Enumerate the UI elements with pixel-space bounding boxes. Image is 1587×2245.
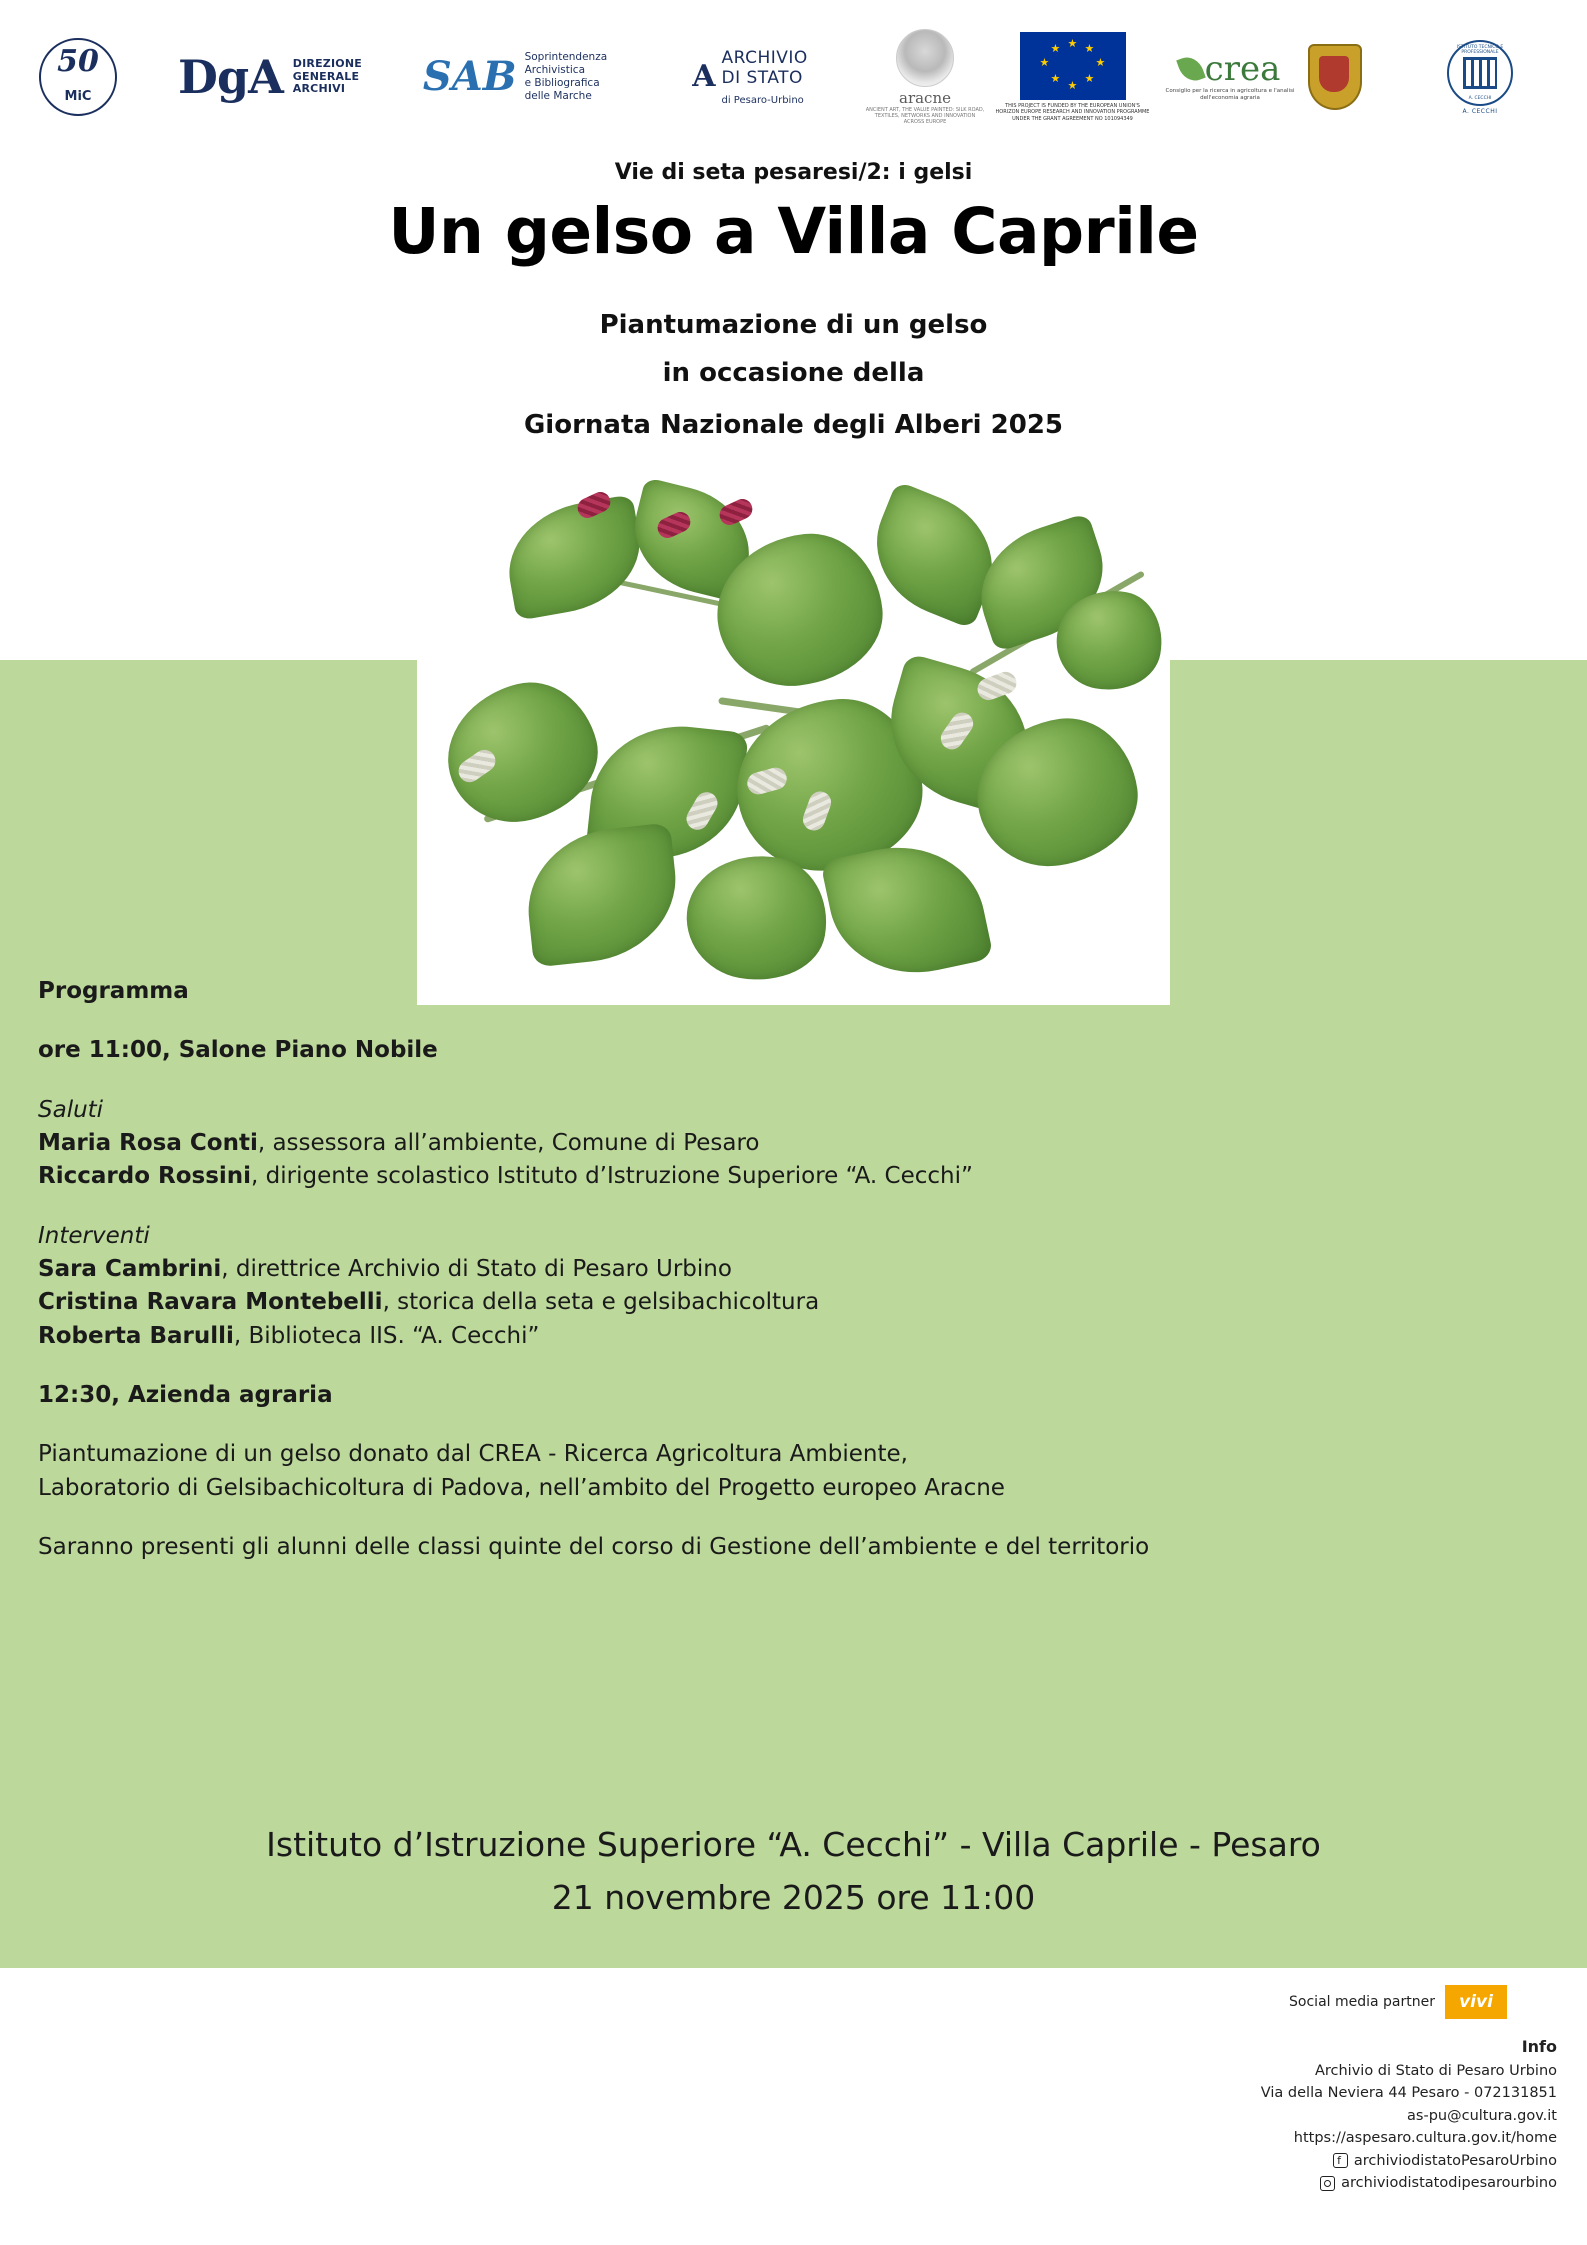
sab-line-3: e Bibliografica: [524, 77, 600, 89]
aracne-figure-icon: [896, 29, 954, 87]
programme-heading: Programma: [38, 978, 189, 1004]
event-kicker: Vie di seta pesaresi/2: i gelsi: [614, 160, 973, 185]
speaker-name: Sara Cambrini: [38, 1256, 222, 1283]
mulberry-branch-illustration: [417, 470, 1170, 1005]
cecchi-ring-top-text: ISTITUTO TECNICO E PROFESSIONALE: [1456, 44, 1504, 55]
programme-time-1: ore 11:00, Salone Piano Nobile: [38, 1037, 438, 1064]
spacer: [38, 1194, 1538, 1220]
speaker-row: [38, 1127, 1538, 1160]
programme-paragraph-1-line-1: Piantumazione di un gelso donato dal CREA - Ricerca Agricoltura Ambiente,: [38, 1441, 908, 1468]
logo-archivio-di-stato: [660, 22, 840, 132]
spacer: [38, 1353, 1538, 1379]
aracne-disclaimer: ANCIENT ART, THE VALUE PAINTED: SILK ROAD, TEXTILES, NETWORKS AND INNOVATION ACROSS EUROPE: [865, 106, 985, 126]
leaf-icon: [433, 669, 611, 836]
sab-line-4: delle Marche: [524, 90, 592, 103]
cecchi-ring-bottom-text: A. CECCHI: [1468, 95, 1492, 101]
archivio-subtitle: [721, 48, 807, 107]
social-media-partner: [1289, 1985, 1507, 2019]
venue-date: 21 novembre 2025 ore 11:00: [551, 1878, 1036, 1917]
social-media-partner-label: Social media partner: [1289, 1994, 1435, 2010]
spacer: [38, 1505, 1538, 1531]
speaker-role: , assessora all’ambiente, Comune di Pesaro: [257, 1130, 760, 1157]
aracne-wordmark: aracne: [899, 88, 951, 107]
spacer: [38, 1412, 1538, 1438]
speaker-name: Riccardo Rossini: [38, 1163, 252, 1190]
logo-direzione-generale-archivi: [150, 22, 390, 132]
cecchi-name: A. CECCHI: [1462, 107, 1498, 115]
eu-funding-disclaimer: THIS PROJECT IS FUNDED BY THE EUROPEAN UNION'S HORIZON EUROPE RESEARCH AND INNOVATION PROGRAMME UNDER THE GRANT AGREEMENT NO 101094349: [995, 102, 1150, 122]
archivio-line-3: di Pesaro-Urbino: [721, 94, 804, 106]
facebook-icon[interactable]: [1333, 2153, 1348, 2168]
shield-inner-icon: [1319, 56, 1349, 92]
dga-line-3: ARCHIVI: [292, 82, 346, 96]
logo-soprintendenza-archivistica: [415, 22, 615, 132]
dga-subtitle: [293, 58, 362, 97]
speaker-role: , Biblioteca IIS. “A. Cecchi”: [233, 1322, 540, 1349]
sab-subtitle: [525, 51, 608, 104]
speaker-role: , storica della seta e gelsibachicoltura: [382, 1289, 820, 1316]
instagram-icon[interactable]: [1320, 2176, 1335, 2191]
speaker-row: [38, 1286, 1538, 1319]
dga-wordmark: DgA: [178, 50, 283, 104]
shield-icon: [1308, 44, 1362, 110]
leaf-icon: [499, 494, 650, 621]
eu-flag-icon: ★ ★ ★ ★ ★ ★ ★ ★: [1020, 32, 1126, 100]
speaker-name: Roberta Barulli: [38, 1322, 234, 1349]
programme-paragraph-2: Saranno presenti gli alunni delle classi quinte del corso di Gestione dell’ambiente e del territorio: [38, 1534, 1150, 1561]
leaf-icon: [521, 823, 684, 968]
mic-anniversary-number: 50: [57, 44, 99, 79]
subtitle-line-3: Giornata Nazionale degli Alberi 2025: [523, 410, 1064, 440]
subtitle-line-1: Piantumazione di un gelso: [599, 310, 988, 340]
info-line-archive: Archivio di Stato di Pesaro Urbino: [1314, 2062, 1557, 2079]
subtitle-line-2: in occasione della: [662, 358, 925, 388]
sab-wordmark: SAB: [422, 53, 517, 100]
info-line-email[interactable]: as-pu@cultura.gov.it: [1407, 2107, 1557, 2124]
speaker-row: [38, 1160, 1538, 1193]
info-line-website[interactable]: https://aspesaro.cultura.gov.it/home: [1293, 2130, 1557, 2147]
spacer: [38, 1068, 1538, 1094]
page-title: Un gelso a Villa Caprile: [388, 195, 1199, 268]
info-line-address: Via della Neviera 44 Pesaro - 072131851: [1260, 2085, 1557, 2102]
sab-line-1: Soprintendenza: [524, 50, 608, 63]
archivio-monogram-icon: A: [692, 59, 716, 94]
speaker-row: [38, 1320, 1538, 1353]
crea-wordmark: crea: [1204, 48, 1281, 89]
building-icon: [1463, 57, 1497, 89]
section-label-interventi: Interventi: [38, 1222, 150, 1249]
logo-ministero-cultura: [28, 22, 128, 132]
speaker-role: , dirigente scolastico Istituto d’Istruzione Superiore “A. Cecchi”: [251, 1163, 973, 1190]
logo-european-union: [985, 22, 1160, 132]
logo-strip: [0, 22, 1587, 132]
programme-paragraph-1-line-2: Laboratorio di Gelsibachicoltura di Padova, nell’ambito del Progetto europeo Aracne: [38, 1474, 1005, 1501]
logo-aracne-project: [860, 22, 990, 132]
facebook-row[interactable]: [997, 2150, 1557, 2172]
leaf-icon: [1176, 53, 1206, 85]
info-block: [997, 2035, 1557, 2195]
venue-line: Istituto d’Istruzione Superiore “A. Cecchi” - Villa Caprile - Pesaro: [266, 1825, 1321, 1864]
section-label-saluti: Saluti: [38, 1096, 104, 1123]
dga-line-2: GENERALE: [292, 69, 360, 83]
logo-iis-cecchi: [1400, 22, 1560, 132]
archivio-line-2: DI STATO: [721, 67, 803, 88]
instagram-handle[interactable]: archiviodistatodipesarourbino: [1341, 2175, 1557, 2192]
logo-comune-pesaro: [1280, 22, 1390, 132]
social-media-partner-logo: vivi: [1445, 1985, 1507, 2019]
mic-label: MiC: [64, 89, 92, 104]
dga-line-1: DIREZIONE: [292, 56, 362, 70]
crea-subtitle: Consiglio per la ricerca in agricoltura e l'analisi dell'economia agraria: [1165, 87, 1295, 101]
instagram-row[interactable]: [997, 2172, 1557, 2194]
programme-section: [38, 975, 1538, 1564]
facebook-handle[interactable]: archiviodistatoPesaroUrbino: [1353, 2152, 1557, 2169]
mic-emblem-icon: [39, 38, 117, 116]
crea-mark: [1180, 48, 1281, 89]
speaker-role: , direttrice Archivio di Stato di Pesaro Urbino: [221, 1256, 732, 1283]
programme-time-2: 12:30, Azienda agraria: [38, 1382, 333, 1409]
info-title: Info: [1521, 2037, 1557, 2056]
speaker-name: Maria Rosa Conti: [38, 1130, 258, 1157]
spacer: [38, 1008, 1538, 1034]
archivio-line-1: ARCHIVIO: [721, 47, 808, 68]
cecchi-seal-icon: [1447, 40, 1513, 106]
speaker-row: [38, 1253, 1538, 1286]
speaker-name: Cristina Ravara Montebelli: [38, 1289, 383, 1316]
sab-line-2: Archivistica: [524, 63, 586, 76]
